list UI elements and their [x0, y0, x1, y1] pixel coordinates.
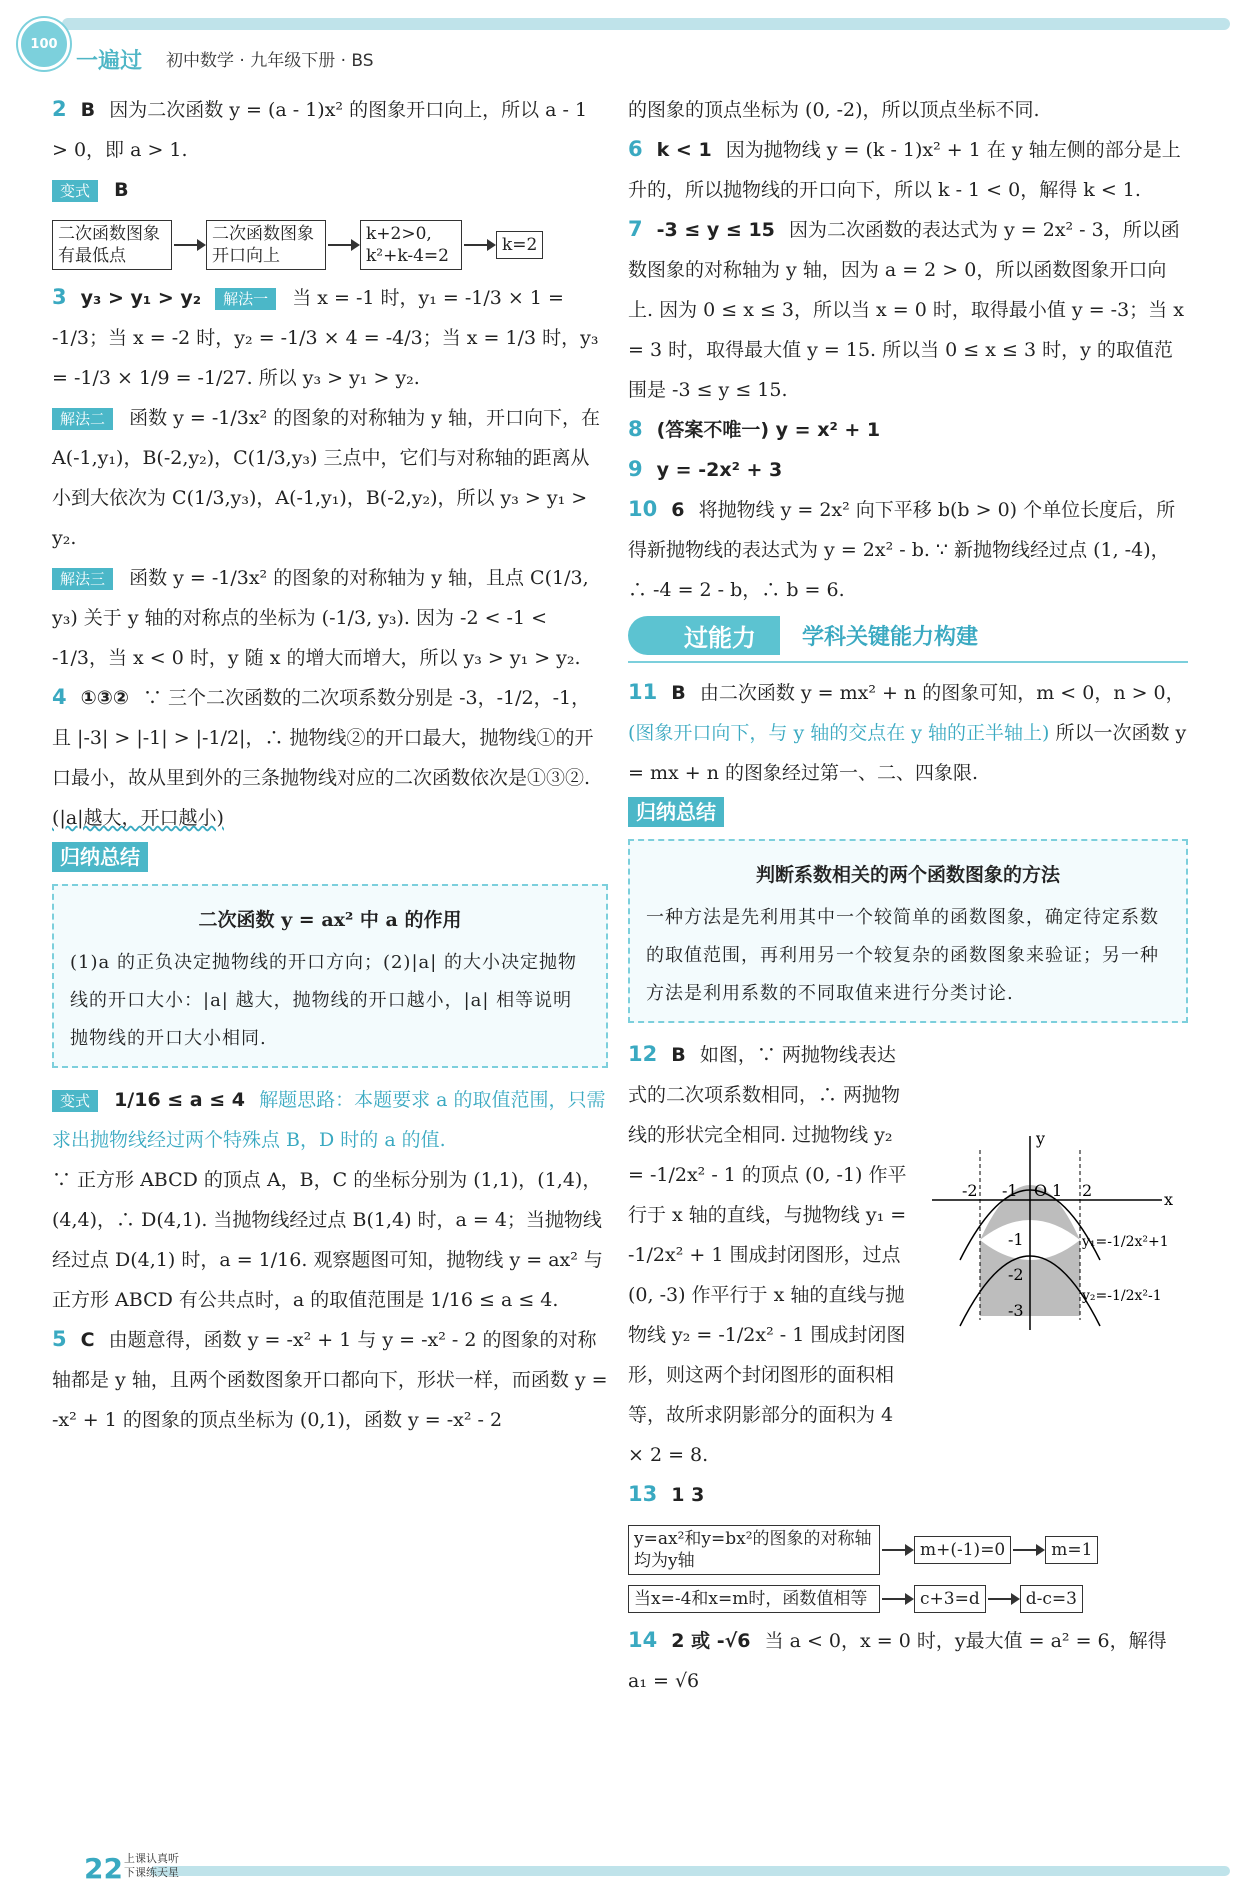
x-axis-label: x — [1164, 1190, 1174, 1209]
answer: 1/16 ≤ a ≤ 4 — [114, 1089, 246, 1111]
arrow-icon — [1013, 1549, 1043, 1551]
answer: B — [80, 99, 96, 121]
section-header — [628, 616, 1188, 655]
flow-box: m=1 — [1045, 1536, 1098, 1564]
q4-variant — [52, 1080, 608, 1160]
summary-box-2 — [628, 793, 1188, 1023]
question-number: 5 — [52, 1327, 67, 1351]
explanation: ∵ 三个二次函数的二次项系数分别是 -3，-1/2，-1，且 |-3| > |-1| > |-1/2|，∴ 抛物线②的开口最大，抛物线①的开口最小，故从里到外的三条抛物线对应的二次函数依次是①③②. — [52, 687, 594, 789]
answer: C — [80, 1329, 95, 1351]
note: (图象开口向下，与 y 轴的交点在 y 轴的正半轴上) — [628, 722, 1050, 744]
q5 — [52, 1320, 608, 1440]
q9 — [628, 450, 1188, 490]
summary-content — [52, 884, 608, 1068]
answer: k < 1 — [656, 139, 712, 161]
tick-label: -3 — [1008, 1301, 1024, 1320]
arrow-icon — [882, 1598, 912, 1600]
answer: 6 — [671, 499, 685, 521]
q14 — [628, 1621, 1188, 1701]
q2-variant — [52, 170, 608, 210]
q7 — [628, 210, 1188, 410]
curve-label-y2: y₂=-1/2x²-1 — [1082, 1288, 1162, 1304]
subject-title: 初中数学 · 九年级下册 · BS — [166, 51, 374, 71]
arrow-icon — [328, 244, 358, 246]
question-number: 9 — [628, 457, 643, 481]
arrow-icon — [174, 244, 204, 246]
method-tag: 解法三 — [52, 568, 113, 590]
arrow-icon — [988, 1598, 1018, 1600]
question-number: 8 — [628, 417, 643, 441]
q11 — [628, 673, 1188, 793]
q2 — [52, 90, 608, 170]
variant-tag: 变式 — [52, 1090, 98, 1112]
answer: B — [671, 1044, 686, 1066]
q4-variant-solution: ∵ 正方形 ABCD 的顶点 A，B，C 的坐标分别为 (1,1)，(1,4)，(4,4)，∴ D(4,1). 当抛物线经过点 B(1,4) 时，a = 4；当抛物线经过点 D(4,1) 时，a = 1/16. 观察题图可知，抛物线 y = ax² 与正方形 ABCD 有公共点时，a 的取值范围是 1/16 ≤ a ≤ 4. — [52, 1169, 603, 1311]
flow-box: y=ax²和y=bx²的图象的对称轴均为y轴 — [628, 1525, 880, 1575]
footer-tag-line2: 下课练天星 — [124, 1866, 179, 1879]
explanation: 因为二次函数 y = (a - 1)x² 的图象开口向上，所以 a - 1 > 0，即 a > 1. — [52, 99, 588, 161]
answer: 1 3 — [671, 1484, 705, 1506]
flow-box: 二次函数图象有最低点 — [52, 220, 172, 270]
question-number: 10 — [628, 497, 658, 521]
variant-tag: 变式 — [52, 180, 98, 202]
question-number: 13 — [628, 1482, 658, 1506]
arrow-icon — [464, 244, 494, 246]
answer: ①③② — [80, 687, 129, 709]
answer: y₃ > y₁ > y₂ — [80, 287, 202, 309]
tick-label: -1 — [1008, 1230, 1024, 1249]
tick-label: -2 — [962, 1181, 978, 1200]
logo-icon: 100 — [18, 18, 70, 70]
question-number: 14 — [628, 1628, 658, 1652]
answer: B — [114, 179, 129, 201]
footer-tag — [124, 1852, 179, 1880]
origin-label: O — [1034, 1181, 1048, 1200]
flow-box: k+2>0, k²+k-4=2 — [360, 220, 462, 270]
summary-title: 判断系数相关的两个函数图象的方法 — [755, 864, 1060, 886]
explanation: 当 a < 0，x = 0 时，y最大值 = a² = 6，解得 a₁ = √6 — [628, 1630, 1167, 1692]
answer: B — [671, 682, 686, 704]
explanation: 当 x = -1 时，y₁ = -1/3 × 1 = -1/3；当 x = -2 时，y₂ = -1/3 × 4 = -4/3；当 x = 1/3 时，y₃ = -1/3 × 1/9 = -1/27. 所以 y₃ > y₁ > y₂. — [52, 287, 599, 389]
left-column — [52, 90, 608, 1440]
explanation: 因为二次函数的表达式为 y = 2x² - 3，所以函数图象的对称轴为 y 轴，因为 a = 2 > 0，所以函数图象开口向上. 因为 0 ≤ x ≤ 3，所以当 x = 0 时，取得最小值 y = -3；当 x = 3 时，取得最大值 y = 15. 所以当 0 ≤ x ≤ 3 时，y 的取值范围是 -3 ≤ y ≤ 15. — [628, 219, 1184, 401]
explanation: 函数 y = -1/3x² 的图象的对称轴为 y 轴，且点 C(1/3, y₃) 关于 y 轴的对称点的坐标为 (-1/3, y₃). 因为 -2 < -1 < -1/3，当 x < 0 时，y 随 x 的增大而增大，所以 y₃ > y₁ > y₂. — [52, 567, 589, 669]
answer: 2 或 -√6 — [671, 1630, 751, 1652]
question-number: 2 — [52, 97, 67, 121]
explanation: 因为抛物线 y = (k - 1)x² + 1 在 y 轴左侧的部分是上升的，所以抛物线的开口向下，所以 k - 1 < 0，解得 k < 1. — [628, 139, 1181, 201]
explanation: 函数 y = -1/3x² 的图象的对称轴为 y 轴，开口向下，在 A(-1,y₁)，B(-2,y₂)，C(1/3,y₃) 三点中，它们与对称轴的距离从小到大依次为 C(1/3,y₃)，A(-1,y₁)，B(-2,y₂)，所以 y₃ > y₁ > y₂. — [52, 407, 601, 549]
q4 — [52, 678, 608, 838]
flow-box: m+(-1)=0 — [914, 1536, 1011, 1564]
y-axis-label: y — [1036, 1130, 1046, 1148]
section-divider — [628, 661, 1188, 663]
summary-tag: 归纳总结 — [628, 797, 724, 827]
tick-label: -2 — [1008, 1265, 1024, 1284]
footer-tag-line1: 上课认真听 — [124, 1852, 179, 1865]
question-number: 4 — [52, 685, 67, 709]
explanation: 如图，∵ 两抛物线表达式的二次项系数相同，∴ 两抛物线的形状完全相同. 过抛物线 y₂ = -1/2x² - 1 的顶点 (0, -1) 作平行于 x 轴的直线，与抛物线 y₁ = -1/2x² + 1 围成封闭图形，过点 (0, -3) 作平行于 x 轴的直线与抛物线 y₂ = -1/2x² - 1 围成封闭图形，则这两个封闭图形的面积相等，故所求阴影部分的面积为 4 × 2 = 8. — [628, 1044, 907, 1466]
page-footer — [0, 1846, 1250, 1892]
explanation: 将抛物线 y = 2x² 向下平移 b(b > 0) 个单位长度后，所得新抛物线的表达式为 y = 2x² - b. ∵ 新抛物线经过点 (1, -4)，∴ -4 = 2 - b，∴ b = 6. — [628, 499, 1176, 601]
summary-content — [628, 839, 1188, 1023]
explanation-cont: 所以一次函数 y = mx + n 的图象经过第一、二、四象限. — [628, 722, 1187, 784]
method-tag: 解法一 — [215, 288, 276, 310]
summary-tag: 归纳总结 — [52, 842, 148, 872]
brand-title: 一遍过 — [76, 49, 143, 74]
tick-label: 1 — [1052, 1181, 1063, 1200]
summary-text: (1)a 的正负决定抛物线的开口方向；(2)|a| 的大小决定抛物线的开口大小：|a| 越大，抛物线的开口越小，|a| 相等说明抛物线的开口大小相同. — [70, 952, 578, 1049]
parabola-figure — [922, 1130, 1192, 1330]
question-number: 6 — [628, 137, 643, 161]
summary-box-1 — [52, 838, 608, 1068]
page-header — [0, 0, 1250, 74]
q13-flowchart-1 — [628, 1525, 1188, 1575]
q5-continued: 的图象的顶点坐标为 (0, -2)，所以顶点坐标不同. — [628, 99, 1040, 121]
question-number: 11 — [628, 680, 658, 704]
flow-box: c+3=d — [914, 1585, 986, 1613]
arrow-icon — [882, 1549, 912, 1551]
q3 — [52, 278, 608, 398]
flow-box: d-c=3 — [1020, 1585, 1083, 1613]
tick-label: -1 — [1002, 1181, 1018, 1200]
summary-title: 二次函数 y = ax² 中 a 的作用 — [198, 909, 462, 931]
q2-flowchart — [52, 220, 608, 270]
q10 — [628, 490, 1188, 610]
explanation: 由二次函数 y = mx² + n 的图象可知，m < 0，n > 0， — [699, 682, 1185, 704]
curve-label-y1: y₁=-1/2x²+1 — [1082, 1234, 1169, 1250]
section-badge: 过能力 — [628, 616, 780, 655]
q13 — [628, 1475, 1188, 1515]
q8 — [628, 410, 1188, 450]
right-column — [628, 90, 1188, 1701]
tick-label: 2 — [1082, 1181, 1093, 1200]
question-number: 3 — [52, 285, 67, 309]
footer-band — [150, 1866, 1230, 1876]
flow-box: 二次函数图象开口向上 — [206, 220, 326, 270]
question-number: 7 — [628, 217, 643, 241]
hint: 解题思路：本题要求 a 的取值范围，只需求出抛物线经过两个特殊点 B，D 时的 a 的值. — [52, 1089, 606, 1151]
answer: y = -2x² + 3 — [656, 459, 783, 481]
answer: (答案不唯一) y = x² + 1 — [656, 419, 881, 441]
note: (|a|越大，开口越小) — [52, 807, 224, 829]
q3-method2 — [52, 398, 608, 558]
method-tag: 解法二 — [52, 408, 113, 430]
q13-flowchart-2 — [628, 1585, 1188, 1613]
q3-method3 — [52, 558, 608, 678]
q6 — [628, 130, 1188, 210]
flow-box: k=2 — [496, 231, 543, 259]
summary-text: 一种方法是先利用其中一个较简单的函数图象，确定待定系数的取值范围，再利用另一个较复杂的函数图象来验证；另一种方法是利用系数的不同取值来进行分类讨论. — [646, 907, 1159, 1004]
explanation: 由题意得，函数 y = -x² + 1 与 y = -x² - 2 的图象的对称轴都是 y 轴，且两个函数图象开口都向下，形状一样，而函数 y = -x² + 1 的图象的顶点坐标为 (0,1)，函数 y = -x² - 2 — [52, 1329, 608, 1431]
page-number: 22 — [84, 1852, 123, 1885]
q12 — [628, 1035, 908, 1475]
section-subtitle: 学科关键能力构建 — [802, 625, 979, 650]
answer: -3 ≤ y ≤ 15 — [656, 219, 775, 241]
question-number: 12 — [628, 1042, 658, 1066]
flow-box: 当x=-4和x=m时，函数值相等 — [628, 1585, 880, 1613]
header-band — [62, 18, 1230, 30]
